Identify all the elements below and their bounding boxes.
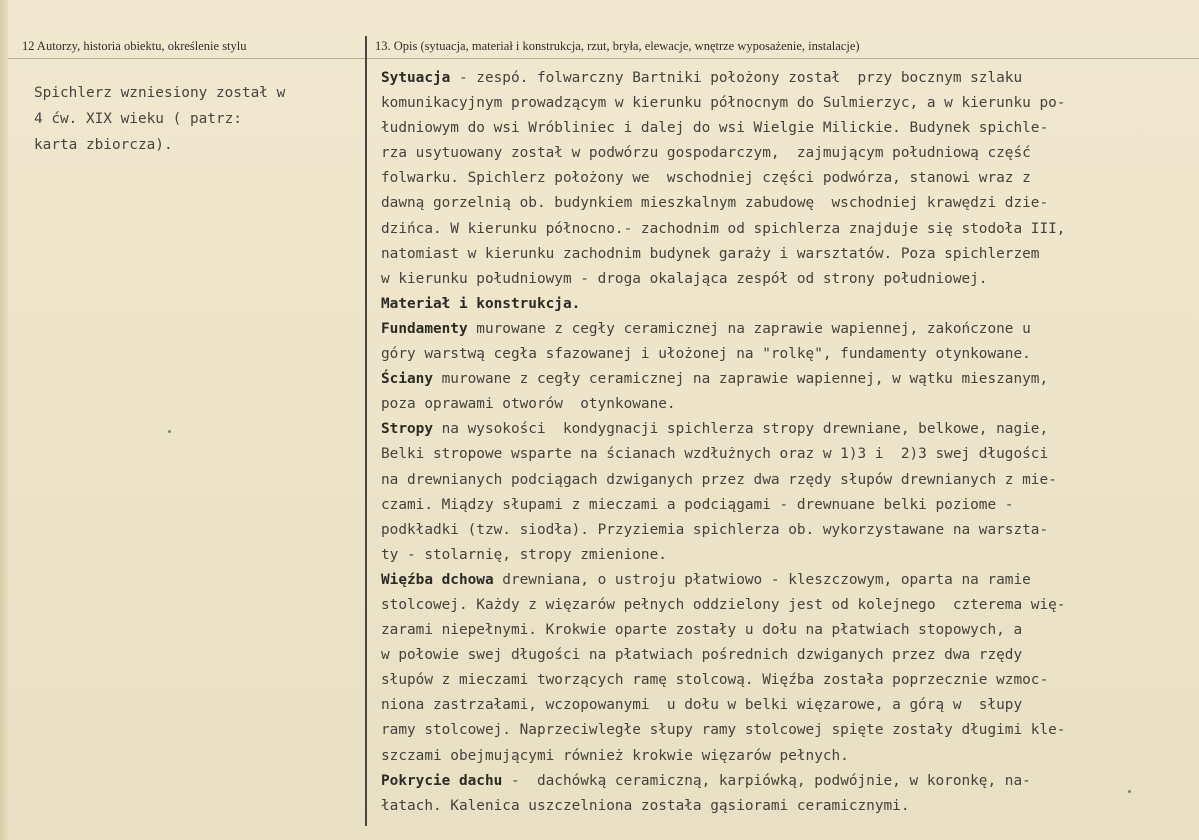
description-line xyxy=(381,543,1181,568)
description-line xyxy=(381,141,1181,166)
description-line xyxy=(381,668,1181,693)
description-line xyxy=(381,191,1181,216)
description-line xyxy=(381,116,1181,141)
description-line-text: - dachówką ceramiczną, karpiówką, podwójnie, w koronkę, na- xyxy=(502,772,1031,789)
description-line-text: czami. Miądzy słupami z mieczami a podciągami - drewnuane belki poziome - xyxy=(381,496,1014,513)
history-text xyxy=(34,80,334,158)
description-text xyxy=(381,66,1181,819)
description-line-text: folwarku. Spichlerz położony we wschodniej części podwórza, stanowi wraz z xyxy=(381,170,1031,187)
description-line-text: murowane z cegły ceramicznej na zaprawie wapiennej, zakończone u xyxy=(467,320,1031,337)
section-heading: Pokrycie dachu xyxy=(381,772,503,789)
description-line-text: murowane z cegły ceramicznej na zaprawie wapiennej, w wątku mieszanym, xyxy=(432,371,1049,388)
description-line xyxy=(381,392,1181,417)
description-line xyxy=(381,267,1181,292)
description-line xyxy=(381,342,1181,367)
description-line xyxy=(381,317,1181,342)
description-line xyxy=(381,794,1181,819)
description-line-text: łatach. Kalenica uszczelniona została gąsiorami ceramicznymi. xyxy=(381,797,910,814)
header-rule xyxy=(8,58,1199,59)
description-line-text: stolcowej. Każdy z więzarów pełnych oddzielony jest od kolejnego czterema wię- xyxy=(381,596,1066,613)
description-line-text: natomiast w kierunku zachodnim budynek garaży i warsztatów. Poza spichlerzem xyxy=(381,245,1040,262)
paper-speck xyxy=(168,430,171,433)
description-line-text: w kierunku południowym - droga okalająca zespół od strony południowej. xyxy=(381,270,988,287)
description-line-text: komunikacyjnym prowadzącym w kierunku północnym do Sulmierzyc, a w kierunku po- xyxy=(381,95,1066,112)
description-line xyxy=(381,718,1181,743)
description-line-text: łudniowym do wsi Wróbliniec i dalej do wsi Wielgie Milickie. Budynek spichle- xyxy=(381,120,1049,137)
description-line xyxy=(381,66,1181,91)
description-line xyxy=(381,643,1181,668)
description-line-text: niona zastrzałami, wczopowanymi u dołu w belki więzarowe, a górą w słupy xyxy=(381,697,1023,714)
description-line xyxy=(381,417,1181,442)
description-line xyxy=(381,242,1181,267)
description-line xyxy=(381,442,1181,467)
description-line xyxy=(381,593,1181,618)
description-line-text: - zespó. folwarczny Bartniki położony został przy bocznym szlaku xyxy=(450,70,1023,86)
section-heading: Materiał i konstrukcja. xyxy=(381,295,581,312)
description-line-text: zarami niepełnymi. Krokwie oparte zostały u dołu na płatwiach stopowych, a xyxy=(381,622,1023,639)
description-line-text: poza oprawami otworów otynkowane. xyxy=(381,396,676,413)
column-divider xyxy=(365,36,367,826)
description-line xyxy=(381,468,1181,493)
description-line xyxy=(381,493,1181,518)
page-edge-shadow xyxy=(0,0,8,840)
description-line-text: szczami obejmującymi również krokwie więzarów pełnych. xyxy=(381,747,849,764)
section-heading: Stropy xyxy=(381,421,433,438)
description-line xyxy=(381,769,1181,794)
history-line: karta zbiorcza). xyxy=(34,137,173,153)
description-line xyxy=(381,166,1181,191)
description-line-text: w połowie swej długości na płatwiach pośrednich dzwiganych przez dwa rzędy xyxy=(381,647,1023,664)
section-13-header: 13. Opis (sytuacja, materiał i konstrukcja, rzut, bryła, elewacje, wnętrze wyposażenie, instalacje) xyxy=(375,39,860,53)
description-line-text: dzińca. W kierunku północno.- zachodnim od spichlerza znajduje się stodoła III, xyxy=(381,220,1066,237)
description-line xyxy=(381,91,1181,116)
description-line-text: słupów z mieczami tworzących ramę stolcową. Więźba została poprzecznie wzmoc- xyxy=(381,672,1049,689)
description-line xyxy=(381,367,1181,392)
description-line-text: Belki stropowe wsparte na ścianach wzdłużnych oraz w 1)3 i 2)3 swej długości xyxy=(381,446,1049,463)
description-line xyxy=(381,618,1181,643)
section-12-header: 12 Autorzy, historia obiektu, określenie stylu xyxy=(22,39,247,53)
description-line xyxy=(381,568,1181,593)
description-line-text: drewniana, o ustroju płatwiowo - kleszczowym, oparta na ramie xyxy=(493,571,1031,588)
description-line-text: na drewnianych podciągach dzwiganych przez dwa rzędy słupów drewnianych z mie- xyxy=(381,471,1057,488)
description-line xyxy=(381,518,1181,543)
description-line xyxy=(381,744,1181,769)
section-heading: Fundamenty xyxy=(381,320,468,337)
description-line xyxy=(381,217,1181,242)
description-line-text: podkładki (tzw. siodła). Przyziemia spichlerza ob. wykorzystawane na warszta- xyxy=(381,521,1049,538)
description-line-text: ramy stolcowej. Naprzeciwległe słupy ramy stolcowej spięte zostały długimi kle- xyxy=(381,722,1066,739)
section-heading: Ściany xyxy=(381,371,433,388)
description-line-text: na wysokości kondygnacji spichlerza stropy drewniane, belkowe, nagie, xyxy=(432,421,1049,438)
section-heading: Sytuacja xyxy=(381,70,451,86)
description-line-text: dawną gorzelnią ob. budynkiem mieszkalnym zabudowę wschodniej krawędzi dzie- xyxy=(381,195,1049,212)
section-heading: Więźba dchowa xyxy=(381,571,494,588)
description-line-text: rza usytuowany został w podwórzu gospodarczym, zajmującym południową część xyxy=(381,145,1031,162)
description-line xyxy=(381,292,1181,317)
paper-speck xyxy=(1128,790,1131,793)
history-line: 4 ćw. XIX wieku ( patrz: xyxy=(34,111,242,127)
description-line-text: ty - stolarnię, stropy zmienione. xyxy=(381,546,667,563)
history-line: Spichlerz wzniesiony został w xyxy=(34,85,286,101)
description-line xyxy=(381,693,1181,718)
description-line-text: góry warstwą cegła sfazowanej i ułożonej na "rolkę", fundamenty otynkowane. xyxy=(381,346,1031,363)
